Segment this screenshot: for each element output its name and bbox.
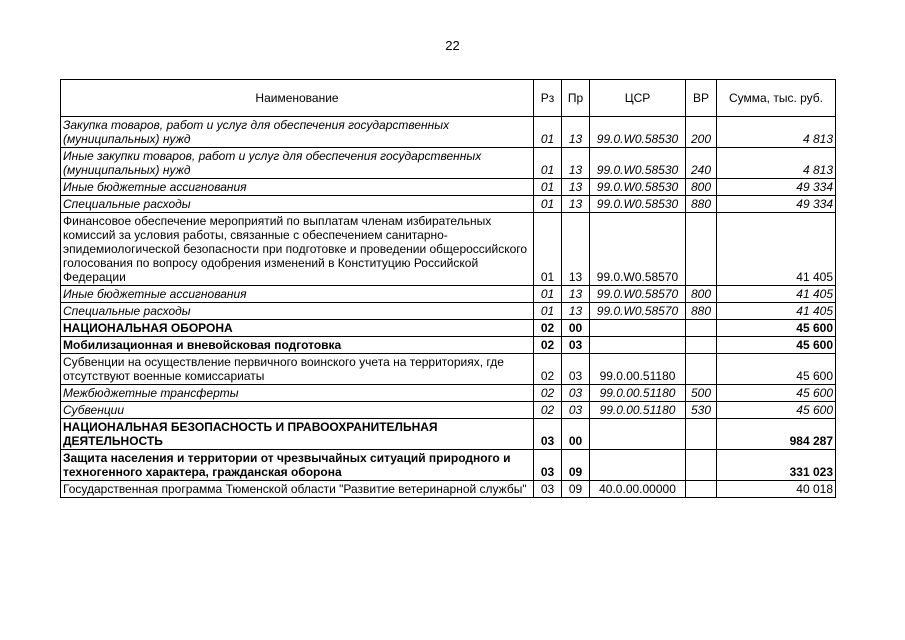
- cell-vr: 240: [686, 148, 717, 179]
- header-pr: Пр: [562, 80, 590, 117]
- cell-rz: 01: [534, 213, 562, 286]
- cell-csr: [590, 450, 686, 481]
- cell-vr: [686, 337, 717, 354]
- cell-sum: 331 023: [717, 450, 836, 481]
- cell-vr: [686, 481, 717, 498]
- cell-name: Защита населения и территории от чрезвычайных ситуаций природного и техногенного характера, гражданская оборона: [61, 450, 534, 481]
- cell-sum: 984 287: [717, 419, 836, 450]
- cell-pr: 13: [562, 213, 590, 286]
- cell-name: Государственная программа Тюменской области "Развитие ветеринарной службы": [61, 481, 534, 498]
- cell-csr: 99.0.00.51180: [590, 385, 686, 402]
- header-csr: ЦСР: [590, 80, 686, 117]
- table-header-row: [61, 80, 836, 117]
- cell-vr: [686, 320, 717, 337]
- cell-rz: 03: [534, 481, 562, 498]
- cell-csr: 99.0.00.51180: [590, 402, 686, 419]
- table-row: [61, 337, 836, 354]
- header-rz: Рз: [534, 80, 562, 117]
- budget-table: [60, 79, 836, 498]
- cell-rz: 02: [534, 337, 562, 354]
- header-sum: Сумма, тыс. руб.: [717, 80, 836, 117]
- cell-csr: 99.0.00.51180: [590, 354, 686, 385]
- cell-sum: 45 600: [717, 337, 836, 354]
- cell-pr: 00: [562, 419, 590, 450]
- cell-csr: 99.0.W0.58530: [590, 196, 686, 213]
- cell-name: Межбюджетные трансферты: [61, 385, 534, 402]
- cell-csr: [590, 419, 686, 450]
- table-row: [61, 286, 836, 303]
- table-row: [61, 196, 836, 213]
- cell-csr: 99.0.W0.58530: [590, 148, 686, 179]
- cell-pr: 09: [562, 450, 590, 481]
- cell-rz: 02: [534, 402, 562, 419]
- cell-vr: 800: [686, 286, 717, 303]
- cell-rz: 01: [534, 196, 562, 213]
- cell-sum: 41 405: [717, 303, 836, 320]
- cell-pr: 13: [562, 179, 590, 196]
- cell-rz: 02: [534, 385, 562, 402]
- cell-csr: 99.0.W0.58570: [590, 303, 686, 320]
- table-row: [61, 385, 836, 402]
- cell-rz: 01: [534, 117, 562, 148]
- table-row: [61, 179, 836, 196]
- table-row: [61, 303, 836, 320]
- header-vr: ВР: [686, 80, 717, 117]
- cell-pr: 13: [562, 286, 590, 303]
- table-row: [61, 481, 836, 498]
- table-row: [61, 419, 836, 450]
- cell-name: Специальные расходы: [61, 196, 534, 213]
- cell-vr: [686, 213, 717, 286]
- table-row: [61, 117, 836, 148]
- header-name: Наименование: [61, 80, 534, 117]
- cell-pr: 03: [562, 385, 590, 402]
- cell-pr: 13: [562, 148, 590, 179]
- cell-vr: 880: [686, 303, 717, 320]
- cell-rz: 02: [534, 354, 562, 385]
- cell-csr: [590, 337, 686, 354]
- cell-sum: 45 600: [717, 385, 836, 402]
- cell-name: Закупка товаров, работ и услуг для обеспечения государственных (муниципальных) нужд: [61, 117, 534, 148]
- cell-pr: 09: [562, 481, 590, 498]
- cell-vr: 800: [686, 179, 717, 196]
- cell-csr: 99.0.W0.58530: [590, 117, 686, 148]
- table-row: [61, 354, 836, 385]
- cell-vr: 530: [686, 402, 717, 419]
- cell-pr: 03: [562, 337, 590, 354]
- cell-csr: 40.0.00.00000: [590, 481, 686, 498]
- cell-name: Иные закупки товаров, работ и услуг для обеспечения государственных (муниципальных) нужд: [61, 148, 534, 179]
- table-row: [61, 450, 836, 481]
- cell-sum: 4 813: [717, 117, 836, 148]
- cell-pr: 03: [562, 354, 590, 385]
- table-row: [61, 213, 836, 286]
- cell-pr: 00: [562, 320, 590, 337]
- cell-vr: 200: [686, 117, 717, 148]
- table-row: [61, 148, 836, 179]
- cell-name: Субвенции на осуществление первичного воинского учета на территориях, где отсутствуют военные комиссариаты: [61, 354, 534, 385]
- cell-rz: 01: [534, 303, 562, 320]
- cell-name: Субвенции: [61, 402, 534, 419]
- cell-pr: 13: [562, 196, 590, 213]
- cell-sum: 49 334: [717, 196, 836, 213]
- cell-sum: 41 405: [717, 213, 836, 286]
- cell-sum: 45 600: [717, 354, 836, 385]
- cell-rz: 03: [534, 450, 562, 481]
- cell-pr: 13: [562, 117, 590, 148]
- cell-csr: 99.0.W0.58570: [590, 213, 686, 286]
- cell-csr: 99.0.W0.58530: [590, 179, 686, 196]
- cell-sum: 49 334: [717, 179, 836, 196]
- cell-pr: 03: [562, 402, 590, 419]
- cell-rz: 01: [534, 286, 562, 303]
- cell-name: НАЦИОНАЛЬНАЯ ОБОРОНА: [61, 320, 534, 337]
- cell-pr: 13: [562, 303, 590, 320]
- cell-name: Иные бюджетные ассигнования: [61, 286, 534, 303]
- cell-sum: 41 405: [717, 286, 836, 303]
- cell-vr: [686, 419, 717, 450]
- cell-vr: 500: [686, 385, 717, 402]
- cell-csr: [590, 320, 686, 337]
- table-row: [61, 402, 836, 419]
- cell-sum: 45 600: [717, 402, 836, 419]
- table-row: [61, 320, 836, 337]
- table-body: [61, 117, 836, 498]
- cell-vr: [686, 354, 717, 385]
- cell-name: Специальные расходы: [61, 303, 534, 320]
- cell-name: Мобилизационная и вневойсковая подготовка: [61, 337, 534, 354]
- cell-sum: 45 600: [717, 320, 836, 337]
- cell-sum: 40 018: [717, 481, 836, 498]
- cell-name: НАЦИОНАЛЬНАЯ БЕЗОПАСНОСТЬ И ПРАВООХРАНИТЕЛЬНАЯ ДЕЯТЕЛЬНОСТЬ: [61, 419, 534, 450]
- cell-csr: 99.0.W0.58570: [590, 286, 686, 303]
- cell-rz: 02: [534, 320, 562, 337]
- cell-vr: 880: [686, 196, 717, 213]
- cell-name: Иные бюджетные ассигнования: [61, 179, 534, 196]
- cell-rz: 01: [534, 148, 562, 179]
- cell-name: Финансовое обеспечение мероприятий по выплатам членам избирательных комиссий за условия работы, связанные с обеспечением санитарно-эпидемиологической безопасности при подготовке и проведении общероссийского голосования по вопросу одобрения изменений в Конституцию Российской Федерации: [61, 213, 534, 286]
- cell-rz: 01: [534, 179, 562, 196]
- cell-sum: 4 813: [717, 148, 836, 179]
- cell-vr: [686, 450, 717, 481]
- page-number: 22: [445, 38, 460, 53]
- cell-rz: 03: [534, 419, 562, 450]
